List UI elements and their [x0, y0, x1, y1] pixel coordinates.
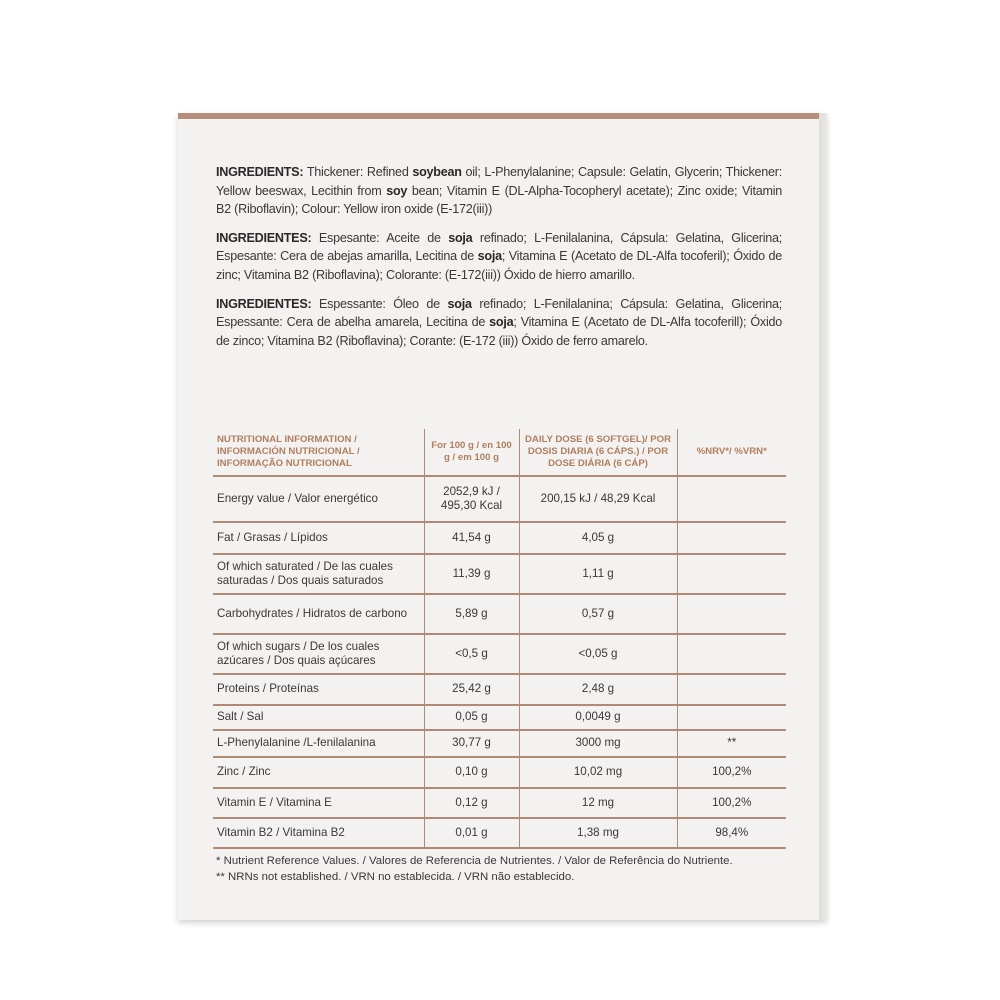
nrv-cell: 100,2%	[677, 788, 786, 818]
nutrient-name-cell: Energy value / Valor energético	[213, 476, 424, 522]
header-nutritional-information: NUTRITIONAL INFORMATION / INFORMACIÓN NUTRICIONAL / INFORMAÇÃO NUTRICIONAL	[213, 429, 424, 476]
table-row	[213, 757, 786, 788]
table-row	[213, 674, 786, 705]
nutrition-rows	[213, 476, 786, 848]
nrv-cell: 100,2%	[677, 757, 786, 788]
ingredient-bold-text: soja	[477, 249, 502, 264]
table-row	[213, 634, 786, 674]
per-100g-cell: <0,5 g	[424, 634, 519, 674]
daily-dose-cell: 12 mg	[519, 788, 677, 818]
ingredient-text: Espessante: Óleo de	[311, 296, 448, 311]
nutrient-name-cell: Zinc / Zinc	[213, 757, 424, 788]
nutrient-name-cell: Of which saturated / De las cuales saturadas / Dos quais saturados	[213, 554, 424, 594]
daily-dose-cell: <0,05 g	[519, 634, 677, 674]
per-100g-cell: 2052,9 kJ / 495,30 Kcal	[424, 476, 519, 522]
ingredient-text: Espesante: Aceite de	[311, 230, 449, 245]
nutrient-name-cell: Vitamin B2 / Vitamina B2	[213, 818, 424, 848]
ingredient-text: bean; Vitamin E (DL-Alpha-Tocopheryl acetate); Zinc oxide; Vitamin B2 (Riboflavin); Colour: Yellow iron oxide (E-172(iii))	[216, 183, 782, 217]
ingredient-bold-text: soybean	[412, 165, 462, 179]
daily-dose-cell: 200,15 kJ / 48,29 Kcal	[519, 476, 677, 522]
nrv-cell	[677, 705, 786, 730]
per-100g-cell: 25,42 g	[424, 674, 519, 705]
nrv-cell	[677, 594, 786, 634]
per-100g-cell: 0,10 g	[424, 757, 519, 788]
ingredients-section	[216, 163, 782, 360]
ingredient-bold-text: INGREDIENTES:	[216, 230, 312, 245]
nrv-cell	[677, 674, 786, 705]
nrv-cell	[677, 476, 786, 522]
table-row	[213, 594, 786, 634]
daily-dose-cell: 3000 mg	[519, 730, 677, 757]
nutrition-header-row	[213, 429, 786, 476]
top-accent-border	[178, 113, 827, 119]
nrv-cell	[677, 634, 786, 674]
nutrient-name-cell: L-Phenylalanine /L-fenilalanina	[213, 730, 424, 757]
header-daily-dose: DAILY DOSE (6 SOFTGEL)/ POR DOSIS DIARIA (6 CÁPS.) / POR DOSE DIÁRIA (6 CÁP)	[519, 429, 677, 476]
table-row	[213, 476, 786, 522]
daily-dose-cell: 0,0049 g	[519, 705, 677, 730]
ingredient-bold-text: soja	[489, 315, 514, 330]
ingredients-portuguese	[216, 295, 782, 351]
per-100g-cell: 41,54 g	[424, 522, 519, 554]
nrv-cell: **	[677, 730, 786, 757]
nrv-cell: 98,4%	[677, 818, 786, 848]
daily-dose-cell: 10,02 mg	[519, 757, 677, 788]
nrv-cell	[677, 554, 786, 594]
per-100g-cell: 11,39 g	[424, 554, 519, 594]
table-row	[213, 554, 786, 594]
footnotes	[216, 854, 816, 885]
ingredient-text: ; Vitamina E (Acetato de DL-Alfa tocoferill); Óxido de zinco; Vitamina B2 (Riboflavina); Corante: (E-172 (iii)) Óxido de ferro amarelo.	[216, 315, 782, 348]
footnote-not-established: ** NRNs not established. / VRN no establecida. / VRN não establecido.	[216, 870, 575, 883]
nutrient-name-cell: Vitamin E / Vitamina E	[213, 788, 424, 818]
table-row	[213, 705, 786, 730]
box-side-edge	[819, 113, 827, 920]
nutrition-table	[213, 429, 786, 849]
ingredient-text: refinado; L-Fenilalanina; Cápsula: Gelatina, Glicerina; Espessante: Cera de abelha amarela, Lecitina de	[216, 296, 782, 330]
ingredient-text: Thickener: Refined	[303, 165, 413, 179]
table-row	[213, 788, 786, 818]
table-row	[213, 818, 786, 848]
ingredient-text: ; Vitamina E (Acetato de DL-Alfa tocoferil); Óxido de zinc; Vitamina B2 (Riboflavina); Colorante: (E-172(iii)) Óxido de hierro amarillo.	[216, 249, 782, 282]
ingredient-bold-text: soja	[447, 296, 472, 311]
ingredients-spanish	[216, 229, 782, 285]
ingredients-english	[216, 163, 782, 219]
daily-dose-cell: 1,38 mg	[519, 818, 677, 848]
daily-dose-cell: 0,57 g	[519, 594, 677, 634]
nutrient-name-cell: Fat / Grasas / Lípidos	[213, 522, 424, 554]
product-label-panel	[178, 113, 827, 920]
nrv-cell	[677, 522, 786, 554]
per-100g-cell: 0,12 g	[424, 788, 519, 818]
daily-dose-cell: 2,48 g	[519, 674, 677, 705]
header-nrv: %NRV*/ %VRN*	[677, 429, 786, 476]
ingredient-text: refinado; L-Fenilalanina, Cápsula: Gelatina, Glicerina; Espesante: Cera de abejas amarilla, Lecitina de	[216, 230, 783, 264]
header-per-100g: For 100 g / en 100 g / em 100 g	[424, 429, 519, 476]
footnote-nrv: * Nutrient Reference Values. / Valores de Referencia de Nutrientes. / Valor de Referência do Nutriente.	[216, 855, 733, 867]
ingredient-bold-text: soy	[386, 183, 408, 198]
per-100g-cell: 5,89 g	[424, 594, 519, 634]
per-100g-cell: 30,77 g	[424, 730, 519, 757]
ingredient-bold-text: soja	[448, 230, 473, 245]
nutrient-name-cell: Salt / Sal	[213, 705, 424, 730]
per-100g-cell: 0,05 g	[424, 705, 519, 730]
ingredient-text: oil; L-Phenylalanine; Capsule: Gelatin, Glycerin; Thickener: Yellow beeswax, Lecithin from	[216, 165, 782, 198]
table-row	[213, 522, 786, 554]
daily-dose-cell: 4,05 g	[519, 522, 677, 554]
per-100g-cell: 0,01 g	[424, 818, 519, 848]
ingredient-bold-text: INGREDIENTS:	[216, 165, 304, 179]
daily-dose-cell: 1,11 g	[519, 554, 677, 594]
nutrient-name-cell: Carbohydrates / Hidratos de carbono	[213, 594, 424, 634]
nutrient-name-cell: Proteins / Proteínas	[213, 674, 424, 705]
nutrient-name-cell: Of which sugars / De los cuales azúcares / Dos quais açúcares	[213, 634, 424, 674]
table-row	[213, 730, 786, 757]
ingredient-bold-text: INGREDIENTES:	[216, 296, 312, 311]
